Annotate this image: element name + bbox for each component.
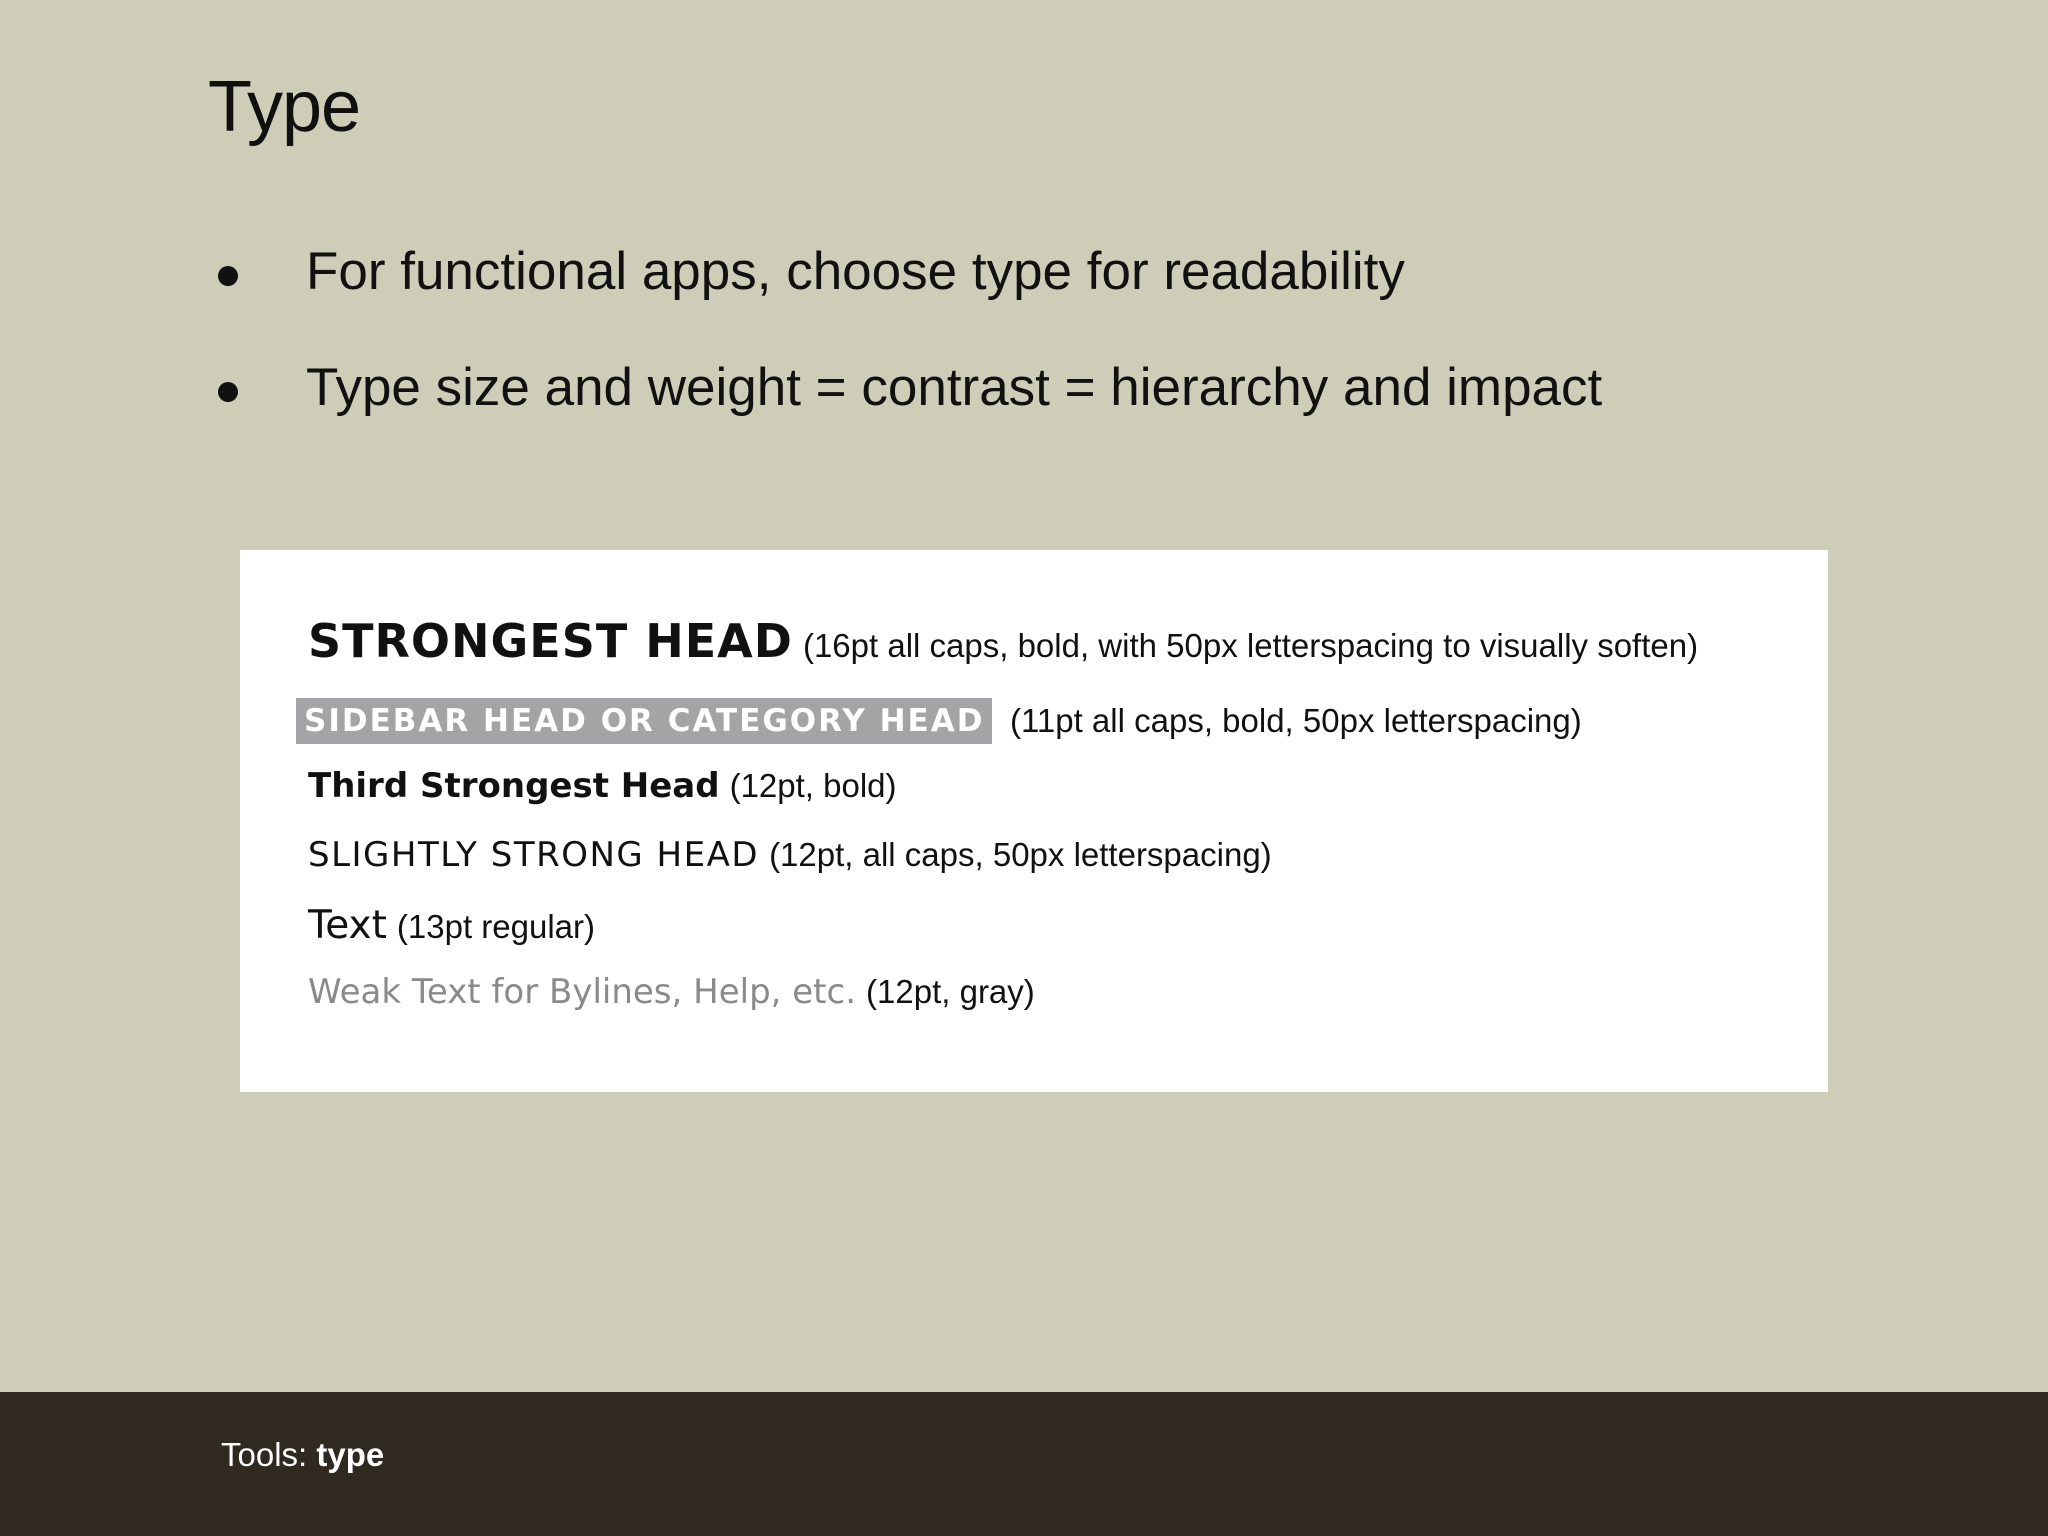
type-sample-row-third <box>308 764 897 808</box>
strongest-head-sample: STRONGEST HEAD <box>308 614 793 668</box>
footer-text <box>221 1435 384 1475</box>
weak-text-sample: Weak Text for Bylines, Help, etc. <box>308 972 857 1012</box>
sidebar-head-note: (11pt all caps, bold, 50px letterspacing) <box>1010 702 1582 739</box>
bullet-list <box>208 222 1828 454</box>
strongest-head-note: (16pt all caps, bold, with 50px letterspacing to visually soften) <box>802 627 1699 664</box>
type-sample-row-strongest <box>308 614 1698 668</box>
weak-text-note: (12pt, gray) <box>866 973 1035 1010</box>
type-sample-row-slightly-strong <box>308 833 1272 877</box>
bullet-item <box>208 222 1828 338</box>
bullet-text: For functional apps, choose type for readability <box>306 242 1405 301</box>
footer-strong: type <box>316 1436 385 1473</box>
third-strongest-head-note: (12pt, bold) <box>729 767 897 804</box>
text-sample: Text <box>308 903 387 948</box>
footer-bar <box>0 1392 2048 1536</box>
bullet-text: Type size and weight = contrast = hierarchy and impact <box>306 358 1603 417</box>
bullet-icon <box>218 266 238 286</box>
footer-prefix: Tools: <box>221 1436 317 1473</box>
slightly-strong-head-note: (12pt, all caps, 50px letterspacing) <box>769 836 1272 873</box>
text-note: (13pt regular) <box>396 908 595 945</box>
bullet-item <box>208 338 1828 454</box>
type-sample-row-text <box>308 902 595 950</box>
type-sample-row-weak <box>308 970 1035 1014</box>
bullet-icon <box>218 382 238 402</box>
slightly-strong-head-sample: SLIGHTLY STRONG HEAD <box>308 835 760 875</box>
slide-title: Type <box>208 67 361 147</box>
sidebar-head-sample: SIDEBAR HEAD OR CATEGORY HEAD <box>296 698 992 744</box>
third-strongest-head-sample: Third Strongest Head <box>308 766 720 806</box>
type-hierarchy-sample-card <box>240 550 1828 1092</box>
